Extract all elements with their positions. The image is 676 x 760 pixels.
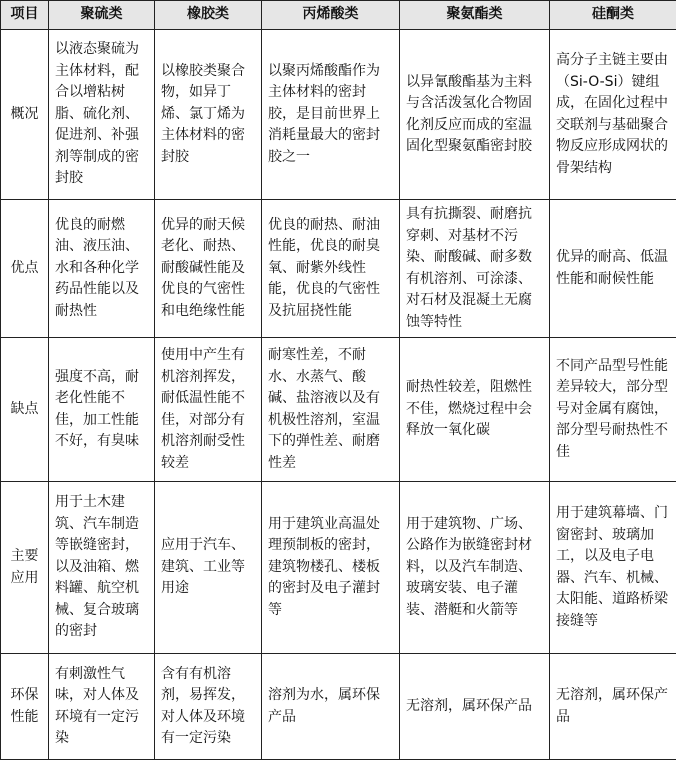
table-cell: 优良的耐热、耐油性能，优良的耐臭氧、耐紫外线性能，优良的气密性及抗屈挠性能 [262, 200, 400, 338]
table-cell: 用于土木建筑、汽车制造等嵌缝密封，以及油箱、燃料罐、航空机械、复合玻璃的密封 [49, 482, 155, 654]
table-cell: 含有有机溶剂，易挥发，对人体及环境有一定污染 [155, 654, 262, 760]
header-polysulfide: 聚硫类 [49, 1, 155, 30]
row-environmental [1, 654, 676, 760]
table-cell: 优良的耐燃油、液压油、水和各种化学药品性能以及耐热性 [49, 200, 155, 338]
row-applications [1, 482, 676, 654]
table-cell: 强度不高，耐老化性能不佳，加工性能不好，有臭味 [49, 338, 155, 482]
table-cell: 以液态聚硫为主体材料，配合以增粘树脂、硫化剂、促进剂、补强剂等制成的密封胶 [49, 30, 155, 200]
table-cell: 用于建筑物、广场、公路作为嵌缝密封材料，以及汽车制造、玻璃安装、电子灌装、潜艇和火箭等 [400, 482, 550, 654]
row-label-disadvantages: 缺点 [1, 338, 49, 482]
table-cell: 使用中产生有机溶剂挥发，耐低温性能不佳，对部分有机溶剂耐受性较差 [155, 338, 262, 482]
table-cell: 以橡胶类聚合物，如异丁烯、氯丁烯为主体材料的密封胶 [155, 30, 262, 200]
table-cell: 用于建筑业高温处理预制板的密封，建筑物楼孔、楼板的密封及电子灌封等 [262, 482, 400, 654]
row-label-overview: 概况 [1, 30, 49, 200]
header-rubber: 橡胶类 [155, 1, 262, 30]
table-cell: 优异的耐天候老化、耐热、耐酸碱性能及优良的气密性和电绝缘性能 [155, 200, 262, 338]
row-advantages [1, 200, 676, 338]
header-acrylic: 丙烯酸类 [262, 1, 400, 30]
table-cell: 具有抗撕裂、耐磨抗穿刺、对基材不污染、耐酸碱、耐多数有机溶剂、可涂漆、对石材及混凝土无腐蚀等特性 [400, 200, 550, 338]
table-cell: 无溶剂，属环保产品 [550, 654, 676, 760]
header-polyurethane: 聚氨酯类 [400, 1, 550, 30]
table-cell: 高分子主链主要由（Si-O-Si）键组成，在固化过程中交联剂与基础聚合物反应形成网状的骨架结构 [550, 30, 676, 200]
table-cell: 用于建筑幕墙、门窗密封、玻璃加工，以及电子电器、汽车、机械、太阳能、道路桥梁接缝等 [550, 482, 676, 654]
row-label-applications: 主要应用 [1, 482, 49, 654]
table-cell: 优异的耐高、低温性能和耐候性能 [550, 200, 676, 338]
row-disadvantages [1, 338, 676, 482]
table-cell: 不同产品型号性能差异较大，部分型号对金属有腐蚀，部分型号耐热性不佳 [550, 338, 676, 482]
row-label-environmental: 环保性能 [1, 654, 49, 760]
header-item: 项目 [1, 1, 49, 30]
table-cell: 有刺激性气味，对人体及环境有一定污染 [49, 654, 155, 760]
table-cell: 以聚丙烯酸酯作为主体材料的密封胶，是目前世界上消耗量最大的密封胶之一 [262, 30, 400, 200]
header-row [1, 1, 676, 30]
table-cell: 溶剂为水，属环保产品 [262, 654, 400, 760]
table-cell: 无溶剂，属环保产品 [400, 654, 550, 760]
table-cell: 耐寒性差，不耐水、水蒸气、酸碱、盐溶液以及有机极性溶剂，室温下的弹性差、耐磨性差 [262, 338, 400, 482]
table-cell: 以异氰酸酯基为主料与含活泼氢化合物固化剂反应而成的室温固化型聚氨酯密封胶 [400, 30, 550, 200]
row-label-advantages: 优点 [1, 200, 49, 338]
row-overview [1, 30, 676, 200]
table-cell: 耐热性较差，阻燃性不佳，燃烧过程中会释放一氧化碳 [400, 338, 550, 482]
header-silicone: 硅酮类 [550, 1, 676, 30]
table-cell: 应用于汽车、建筑、工业等用途 [155, 482, 262, 654]
